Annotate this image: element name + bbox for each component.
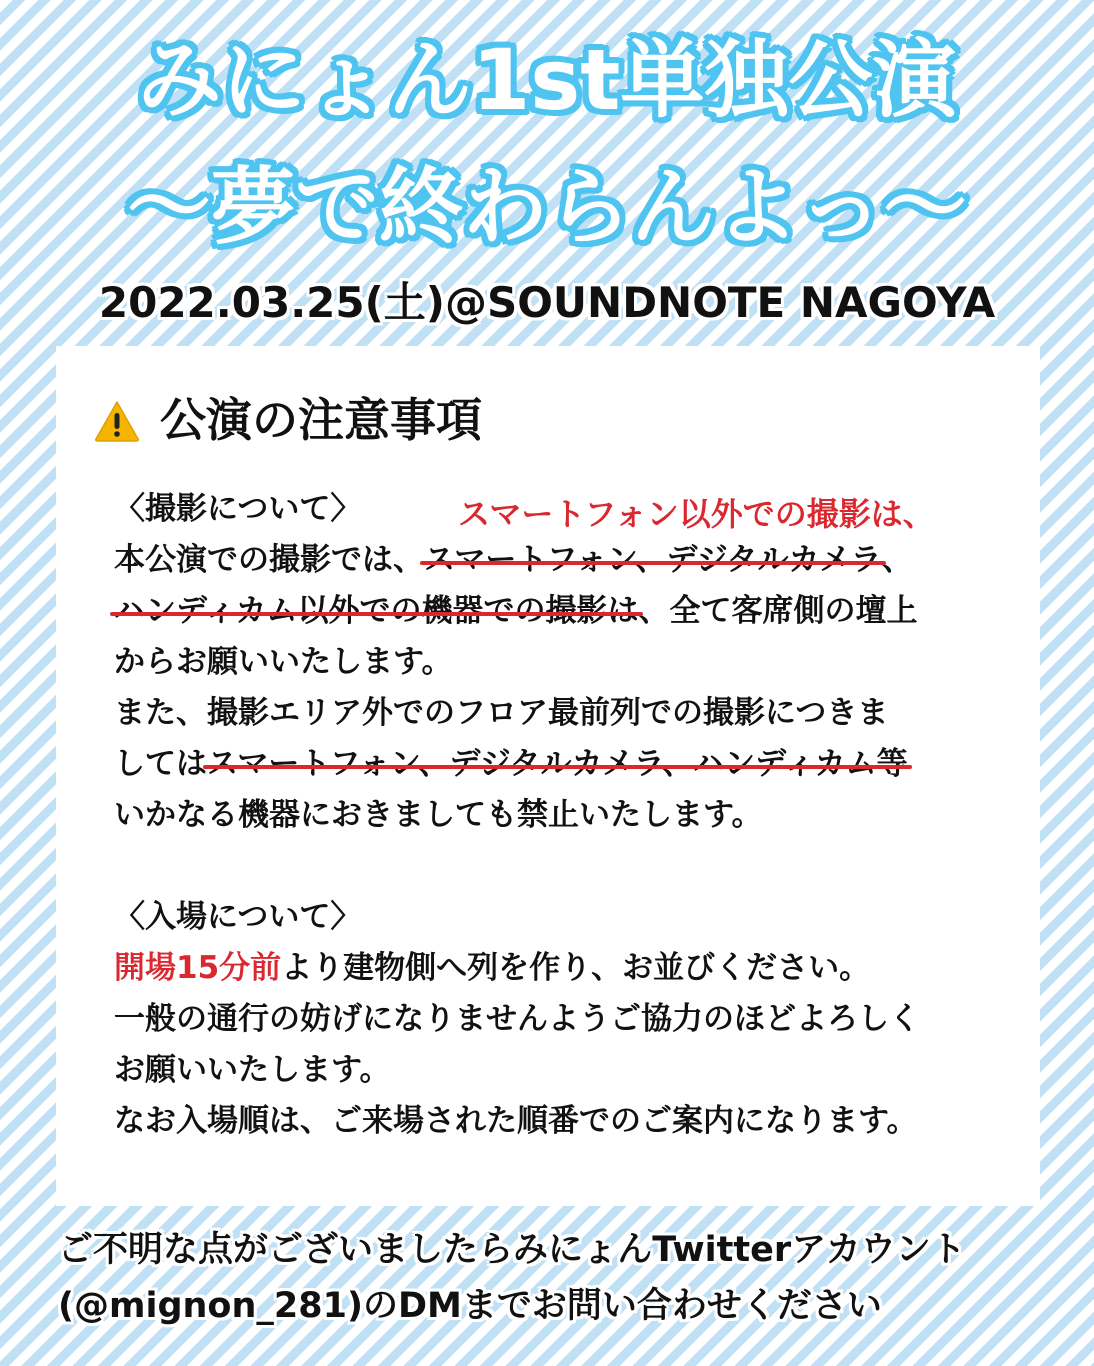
struck-text: ハンディカム以外での機器での撮影は <box>114 593 639 629</box>
struck-text: スマートフォン、デジタルカメラ <box>424 542 882 578</box>
entry-section-title: 〈入場について〉 <box>114 899 362 935</box>
photo-line-5-text: しては <box>114 746 207 782</box>
title-line-1: みにょん1st単独公演 <box>137 31 957 129</box>
entry-line-1-text: より建物側へ列を作り、お並びください。 <box>281 950 871 986</box>
photo-line-2-text: 、全て客席側の壇上 <box>638 593 918 629</box>
struck-text: スマートフォン、デジタルカメラ、ハンディカム等 <box>207 746 908 782</box>
entry-time-highlight: 開場15分前 <box>114 950 282 986</box>
photo-line-1-text: 本公演での撮影では、 <box>114 542 424 578</box>
event-date-venue: 2022.03.25(土)@SOUNDNOTE NAGOYA <box>98 278 996 327</box>
photo-line-2 <box>114 586 918 637</box>
notice-card <box>56 346 1040 1206</box>
title-line-2: 〜夢で終わらんよっ〜 <box>126 158 967 256</box>
entry-line-3: お願いいたします。 <box>114 1052 391 1088</box>
photo-line-6: いかなる機器におきましても禁止いたします。 <box>114 797 763 833</box>
entry-line-2: 一般の通行の妨げになりませんようご協力のほどよろしく <box>114 1001 920 1037</box>
warning-icon <box>94 399 156 453</box>
notice-heading <box>94 390 482 450</box>
photo-line-4: また、撮影エリア外でのフロア最前列での撮影につきま <box>114 695 889 731</box>
notice-heading-text: 公演の注意事項 <box>160 393 483 447</box>
photo-annotation: スマートフォン以外での撮影は、 <box>458 495 935 533</box>
photo-line-5 <box>114 739 908 790</box>
photo-line-3: からお願いいたします。 <box>114 644 453 680</box>
footer-line-1: ご不明な点がございましたらみにょんTwitterアカウント <box>58 1230 966 1270</box>
photo-line-1-end: 、 <box>881 542 913 578</box>
photo-section-title: 〈撮影について〉 <box>114 491 362 527</box>
photo-line-1 <box>114 535 913 586</box>
entry-line-1 <box>114 943 870 994</box>
entry-line-4: なお入場順は、ご来場された順番でのご案内になります。 <box>114 1103 918 1139</box>
footer-line-2: (@mignon_281)のDMまでお問い合わせください <box>58 1286 882 1326</box>
